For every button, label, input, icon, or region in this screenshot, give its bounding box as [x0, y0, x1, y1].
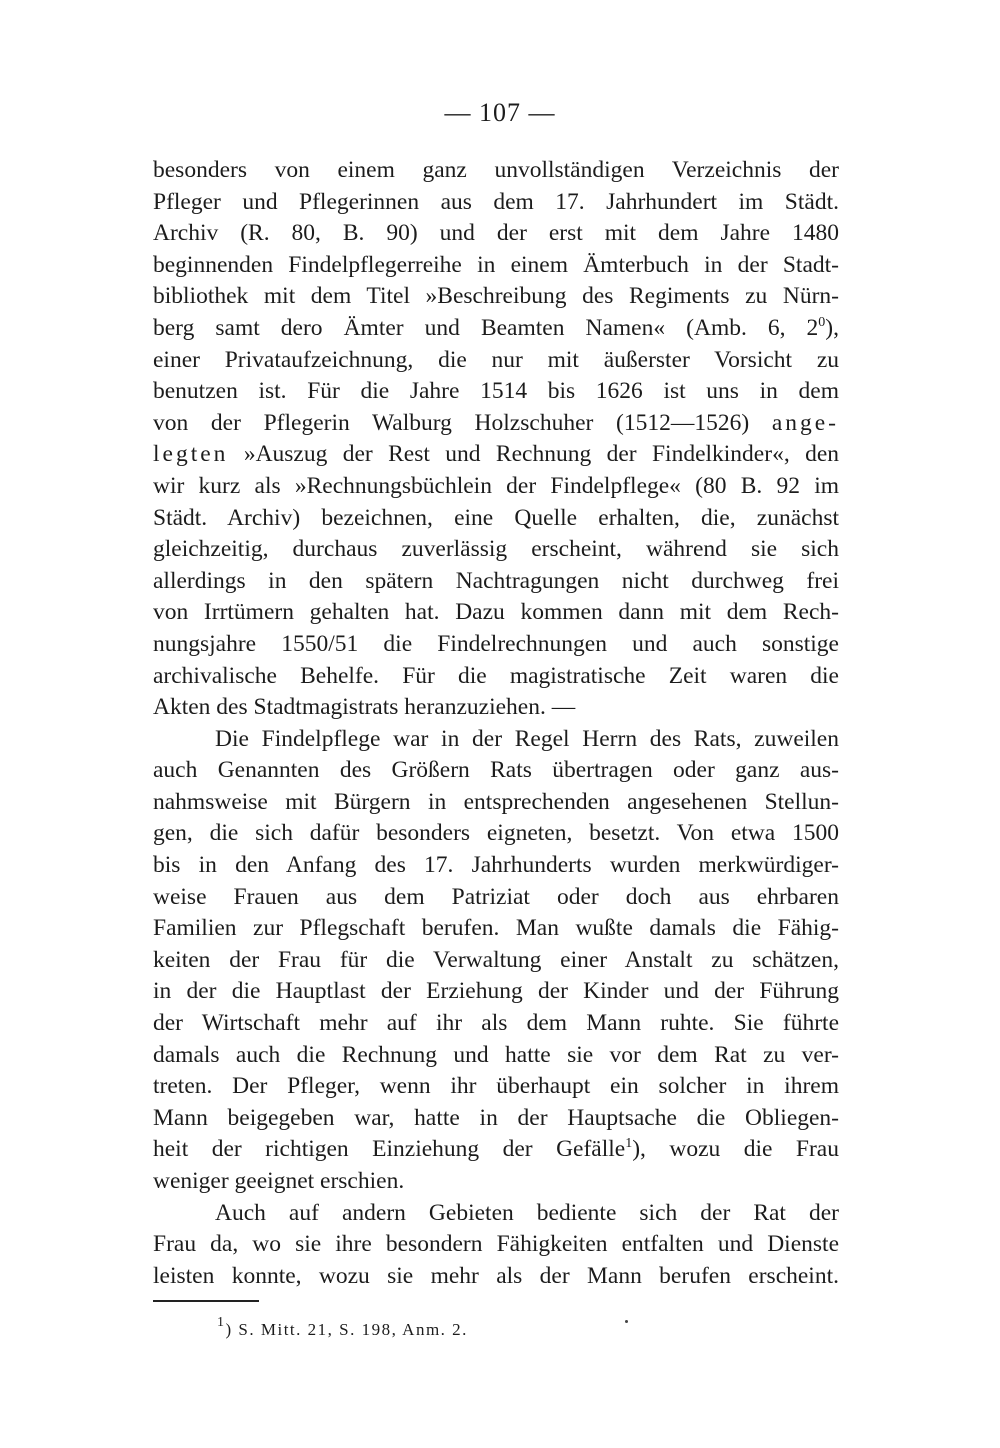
text-line: Familien zur Pflegschaft berufen. Man wußte damals die Fähig-	[153, 915, 839, 942]
text-line: Städt. Archiv) bezeichnen, eine Quelle erhalten, die, zunächst	[153, 504, 839, 531]
text-line	[153, 408, 839, 440]
text-line: benutzen ist. Für die Jahre 1514 bis 1626 ist uns in dem	[153, 378, 839, 405]
text-line: besonders von einem ganz unvollständigen Verzeichnis der	[153, 157, 839, 183]
print-speck	[625, 1320, 628, 1323]
text-line: leisten konnte, wozu sie mehr als der Mann berufen erscheint.	[153, 1262, 839, 1289]
text-line: von Irrtümern gehalten hat. Dazu kommen dann mit dem Rech-	[153, 599, 839, 626]
text-line: beginnenden Findelpflegerreihe in einem Ämterbuch in der Stadt-	[153, 251, 839, 278]
text-line: einer Privataufzeichnung, die nur mit äußerster Vorsicht zu	[153, 346, 839, 373]
text-line: bis in den Anfang des 17. Jahrhunderts wurden merkwürdiger-	[153, 852, 839, 879]
body-text	[153, 155, 839, 1292]
spaced-word: legten	[153, 441, 229, 468]
text-line: in der die Hauptlast der Erziehung der Kinder und der Führung	[153, 978, 839, 1005]
text-line: bibliothek mit dem Titel »Beschreibung des Regiments zu Nürn-	[153, 283, 839, 310]
text-line	[153, 439, 839, 471]
footnote-divider	[153, 1300, 259, 1302]
text-line	[153, 1134, 839, 1166]
text-line-main: von der Pflegerin Walburg Holzschuher (1512—1526)	[153, 409, 750, 436]
text-line: nahmsweise mit Bürgern in entsprechenden angesehenen Stellun-	[153, 788, 839, 815]
text-line-tail: ),	[825, 314, 839, 341]
spaced-word: ange-	[771, 409, 839, 436]
text-line: allerdings in den spätern Nachtragungen nicht durchweg frei	[153, 567, 839, 594]
text-line: archivalische Behelfe. Für die magistratische Zeit waren die	[153, 662, 839, 689]
footnote-reference: 1	[625, 1136, 633, 1152]
text-line-main: heit der richtigen Einziehung der Gefälle	[153, 1136, 626, 1163]
text-line	[153, 313, 839, 345]
page-number: — 107 —	[444, 98, 556, 127]
superscript: 0	[818, 314, 826, 330]
text-line-tail: ), wozu die Frau	[632, 1136, 839, 1163]
text-line-main: »Auszug der Rest und Rechnung der Findelkinder«, den	[243, 441, 839, 468]
text-line: weise Frauen aus dem Patriziat oder doch aus ehrbaren	[153, 883, 839, 910]
text-line: gleichzeitig, durchaus zuverlässig erscheint, während sie sich	[153, 536, 839, 563]
text-line: keiten der Frau für die Verwaltung einer Anstalt zu schätzen,	[153, 946, 839, 973]
text-line: nungsjahre 1550/51 die Findelrechnungen und auch sonstige	[153, 630, 839, 657]
paragraph-start: Auch auf andern Gebieten bediente sich der Rat der	[215, 1199, 839, 1226]
text-line: Akten des Stadtmagistrats heranzuziehen. —	[153, 694, 576, 721]
footnote	[217, 1315, 468, 1340]
footnote-text: ) S. Mitt. 21, S. 198, Anm. 2.	[225, 1320, 468, 1339]
text-line: Archiv (R. 80, B. 90) und der erst mit dem Jahre 1480	[153, 220, 839, 247]
text-line-main: berg samt dero Ämter und Beamten Namen« (Amb. 6, 2	[153, 314, 819, 341]
text-line: wir kurz als »Rechnungsbüchlein der Findelpflege« (80 B. 92 im	[153, 472, 839, 499]
paragraph-start: Die Findelpflege war in der Regel Herrn des Rats, zuweilen	[215, 725, 839, 752]
text-line: gen, die sich dafür besonders eigneten, besetzt. Von etwa 1500	[153, 820, 839, 847]
text-line: treten. Der Pfleger, wenn ihr überhaupt ein solcher in ihrem	[153, 1073, 839, 1100]
text-line: auch Genannten des Größern Rats übertragen oder ganz aus-	[153, 757, 839, 784]
text-line: weniger geeignet erschien.	[153, 1168, 405, 1194]
text-line: Mann beigegeben war, hatte in der Hauptsache die Obliegen-	[153, 1104, 839, 1131]
footnote-marker: 1	[217, 1315, 226, 1330]
text-line: der Wirtschaft mehr auf ihr als dem Mann ruhte. Sie führte	[153, 1010, 839, 1037]
text-line: damals auch die Rechnung und hatte sie vor dem Rat zu ver-	[153, 1041, 839, 1068]
text-line: Frau da, wo sie ihre besondern Fähigkeiten entfalten und Dienste	[153, 1231, 839, 1258]
text-line: Pfleger und Pflegerinnen aus dem 17. Jahrhundert im Städt.	[153, 188, 839, 215]
